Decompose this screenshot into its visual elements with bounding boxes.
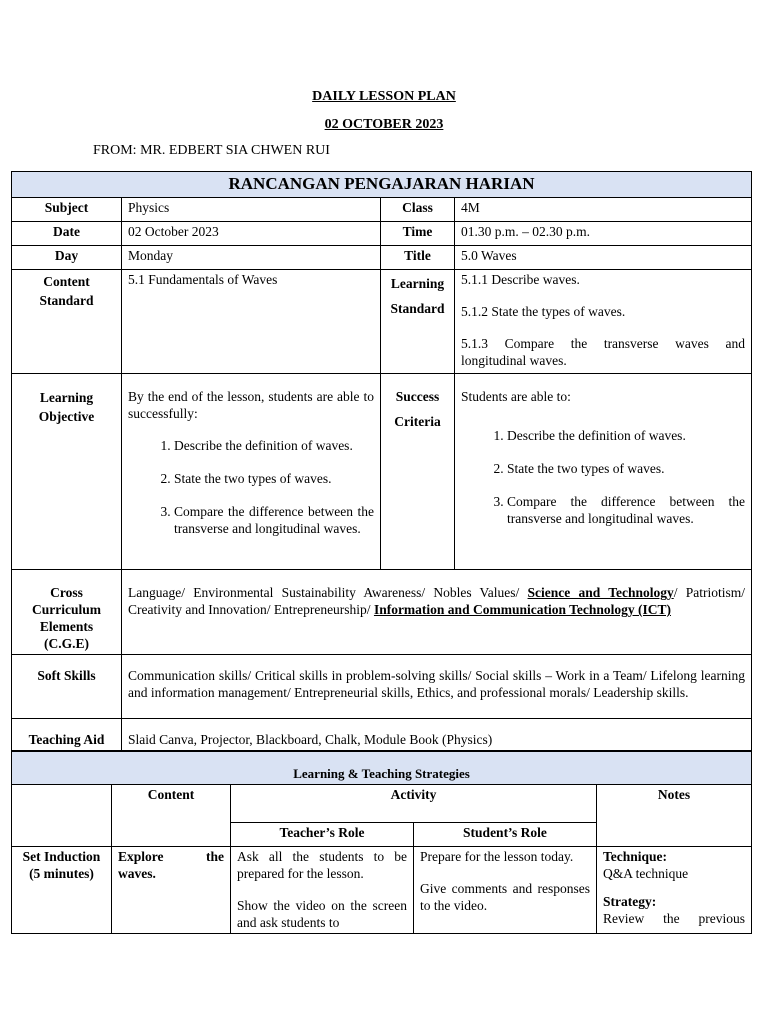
learning-standard-label: Learning Standard	[381, 270, 455, 374]
activity-header: Activity	[231, 785, 597, 823]
date-label: Date	[12, 222, 122, 246]
notes-cell	[597, 847, 752, 934]
content-header: Content	[112, 785, 231, 847]
lesson-plan-table	[11, 171, 752, 751]
student-activity: Give comments and responses to the video.	[420, 881, 590, 913]
content-standard-label: Content Standard	[12, 270, 122, 374]
list-item: 2. State the two types of waves.	[174, 470, 374, 487]
cge-text: Language/ Environmental Sustainability Awareness/ Nobles Values/	[128, 585, 528, 600]
document-date: 02 OCTOBER 2023	[324, 117, 444, 132]
class-value: 4M	[455, 198, 752, 222]
subject-value: Physics	[122, 198, 381, 222]
teacher-activity: Ask all the students to be prepared for the lesson.	[237, 849, 407, 881]
cge-ict-highlight: Information and Communication Technology (ICT)	[373, 602, 671, 617]
set-induction-stage: Set Induction (5 minutes)	[12, 847, 112, 934]
strategy-value: Review the previous	[603, 911, 746, 926]
technique-label: Technique:	[603, 849, 668, 864]
notes-header: Notes	[597, 785, 752, 847]
list-item: 1. Describe the definition of waves.	[174, 437, 374, 454]
soft-skills-value: Communication skills/ Critical skills in problem-solving skills/ Social skills – Work in a Team/ Lifelong learning and information management/ Entrepreneurial skills, Ethics, and professional morals/ Leadership skills.	[122, 655, 752, 719]
day-value: Monday	[122, 246, 381, 270]
strategies-table	[11, 751, 752, 934]
class-label: Class	[381, 198, 455, 222]
table-title: RANCANGAN PENGAJARAN HARIAN	[12, 172, 752, 198]
strategies-title: Learning & Teaching Strategies	[12, 752, 752, 785]
teacher-activity: Show the video on the screen and ask students to	[237, 898, 407, 930]
cge-text: / Patriotism/ Creativity and Innovation/ Entrepreneurship/	[128, 585, 745, 617]
day-label: Day	[12, 246, 122, 270]
learning-objective-intro: By the end of the lesson, students are able to successfully:	[128, 389, 374, 421]
subject-label: Subject	[12, 198, 122, 222]
list-item: 3. Compare the difference between the transverse and longitudinal waves.	[174, 503, 374, 537]
student-role-header: Student’s Role	[414, 823, 597, 847]
learning-standard-item: 5.1.1 Describe waves.	[461, 272, 580, 287]
cge-label: Cross Curriculum Elements (C.G.E)	[12, 570, 122, 655]
document-title: DAILY LESSON PLAN	[312, 89, 456, 104]
set-induction-content: Explore the waves.	[112, 847, 231, 934]
teaching-aid-label: Teaching Aid	[12, 719, 122, 751]
date-value: 02 October 2023	[122, 222, 381, 246]
cge-science-highlight: Science and Technology	[527, 585, 674, 600]
learning-objective-list	[128, 437, 374, 537]
learning-standard-item: 5.1.3 Compare the transverse waves and longitudinal waves.	[461, 336, 745, 368]
student-role-cell	[414, 847, 597, 934]
from-line: FROM: MR. EDBERT SIA CHWEN RUI	[93, 143, 330, 158]
technique-value: Q&A technique	[603, 866, 689, 881]
strategy-label: Strategy:	[603, 894, 657, 909]
learning-standard-item: 5.1.2 State the types of waves.	[461, 304, 626, 319]
list-item: 1. Describe the definition of waves.	[507, 427, 745, 444]
soft-skills-label: Soft Skills	[12, 655, 122, 719]
time-label: Time	[381, 222, 455, 246]
content-standard-value: 5.1 Fundamentals of Waves	[122, 270, 381, 374]
list-item: 2. State the two types of waves.	[507, 460, 745, 477]
title-label: Title	[381, 246, 455, 270]
cge-value	[122, 570, 752, 655]
learning-objective-value	[122, 374, 381, 570]
stage-header-cell	[12, 785, 112, 847]
time-value: 01.30 p.m. – 02.30 p.m.	[455, 222, 752, 246]
success-criteria-label: Success Criteria	[381, 374, 455, 570]
learning-standard-value	[455, 270, 752, 374]
teacher-role-header: Teacher’s Role	[231, 823, 414, 847]
title-value: 5.0 Waves	[455, 246, 752, 270]
list-item: 3. Compare the difference between the transverse and longitudinal waves.	[507, 493, 745, 527]
teaching-aid-value: Slaid Canva, Projector, Blackboard, Chalk, Module Book (Physics)	[122, 719, 752, 751]
success-criteria-intro: Students are able to:	[461, 389, 571, 404]
success-criteria-value	[455, 374, 752, 570]
learning-objective-label: Learning Objective	[12, 374, 122, 570]
teacher-role-cell	[231, 847, 414, 934]
success-criteria-list	[461, 427, 745, 527]
student-activity: Prepare for the lesson today.	[420, 849, 574, 864]
